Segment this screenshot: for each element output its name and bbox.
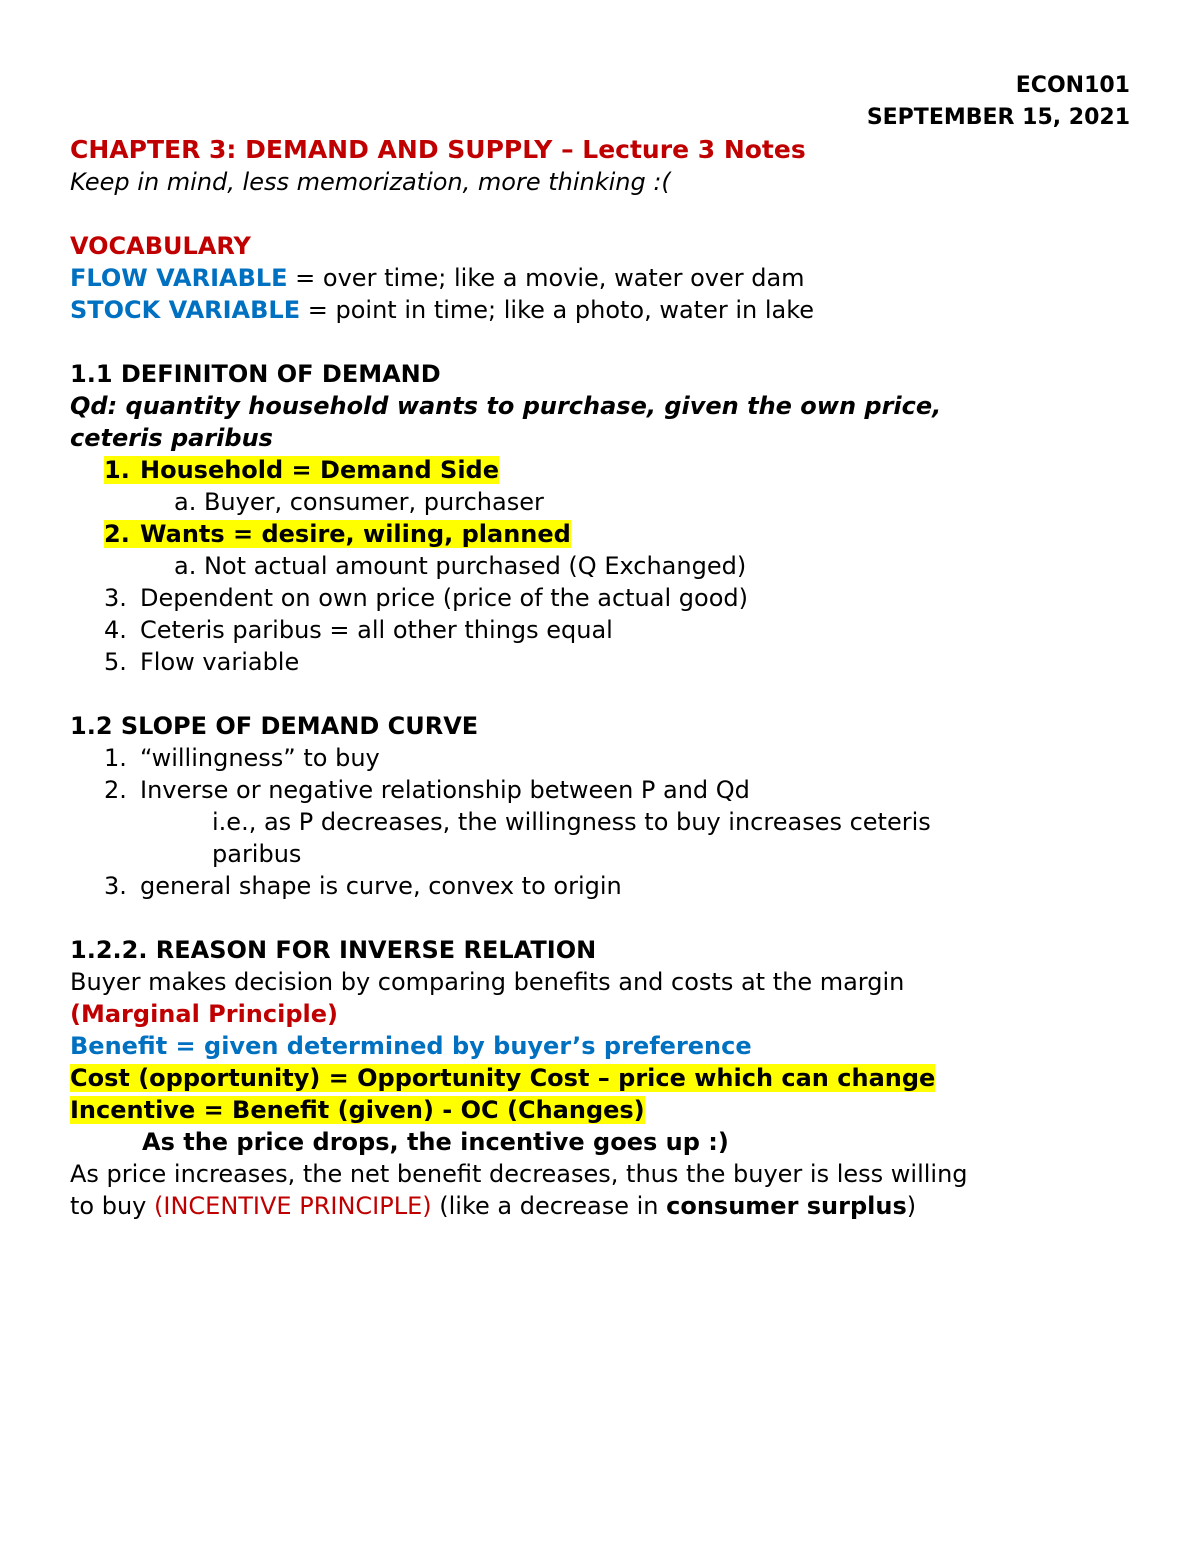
cost-line (70, 1062, 1130, 1094)
spacer (70, 198, 1130, 230)
demand-definition-line-1: Qd: quantity household wants to purchase, given the own price, (70, 392, 942, 420)
list-number: 2. (104, 520, 130, 548)
list-text: Flow variable (140, 648, 300, 676)
document-title: CHAPTER 3: DEMAND AND SUPPLY – Lecture 3 Notes (70, 135, 806, 164)
text-segment: ) (906, 1192, 917, 1220)
price-drop-line: As the price drops, the incentive goes up :) (142, 1128, 729, 1156)
incentive-principle: (INCENTIVE PRINCIPLE) (154, 1192, 432, 1220)
list-text: Household = Demand Side (140, 456, 500, 484)
list-number: 3. (104, 584, 127, 612)
note-line-2: paribus (212, 840, 302, 868)
demand-definition-line-2: ceteris paribus (70, 424, 273, 452)
list-text: “willingness” to buy (140, 744, 380, 772)
list-text: Ceteris paribus = all other things equal (140, 616, 613, 644)
list-number: 5. (104, 648, 127, 676)
list-number: 1. (104, 456, 130, 484)
incentive-line (70, 1094, 1130, 1126)
lecture-date: SEPTEMBER 15, 2021 (866, 105, 1130, 130)
incentive-text: Incentive = Benefit (given) - OC (Changes) (70, 1096, 645, 1124)
text-segment: (like a decrease in (431, 1192, 667, 1220)
price-increase-line-1: As price increases, the net benefit decreases, thus the buyer is less willing (70, 1160, 968, 1188)
list-item (70, 742, 1130, 774)
course-code: ECON101 (1015, 73, 1130, 98)
list-number: 3. (104, 872, 127, 900)
marginal-principle: (Marginal Principle) (70, 1000, 338, 1028)
list-number: 4. (104, 616, 127, 644)
text-segment: to buy (70, 1192, 154, 1220)
list-subitem: a. Buyer, consumer, purchaser (174, 488, 544, 516)
section-1-1-heading: 1.1 DEFINITON OF DEMAND (70, 360, 441, 388)
list-item (70, 774, 1130, 806)
list-text: Inverse or negative relationship between P and Qd (140, 776, 750, 804)
flow-variable-term: FLOW VARIABLE (70, 264, 288, 292)
spacer (70, 326, 1130, 358)
page-content (70, 70, 1130, 1222)
spacer (70, 902, 1130, 934)
list-item (70, 614, 1130, 646)
list-text: Dependent on own price (price of the actual good) (140, 584, 748, 612)
list-number: 2. (104, 776, 127, 804)
vocabulary-heading: VOCABULARY (70, 232, 251, 260)
list-item (70, 582, 1130, 614)
price-increase-line-2 (70, 1190, 1130, 1222)
list-item (70, 454, 1130, 486)
highlighted-item (104, 456, 499, 484)
consumer-surplus: consumer surplus (666, 1192, 907, 1220)
decision-text: Buyer makes decision by comparing benefits and costs at the margin (70, 968, 905, 996)
document-subtitle: Keep in mind, less memorization, more thinking :( (70, 168, 671, 196)
stock-variable-term: STOCK VARIABLE (70, 296, 301, 324)
highlighted-item (104, 520, 571, 548)
benefit-line: Benefit = given determined by buyer’s preference (70, 1032, 752, 1060)
section-1-2-2-heading: 1.2.2. REASON FOR INVERSE RELATION (70, 936, 597, 964)
flow-variable-text: = over time; like a movie, water over dam (287, 264, 805, 292)
stock-variable-definition (70, 294, 1130, 326)
list-subitem: a. Not actual amount purchased (Q Exchanged) (174, 552, 747, 580)
list-item (70, 646, 1130, 678)
list-text: Wants = desire, wiling, planned (140, 520, 571, 548)
list-number: 1. (104, 744, 127, 772)
list-item (70, 870, 1130, 902)
list-item (70, 518, 1130, 550)
list-text: general shape is curve, convex to origin (140, 872, 622, 900)
stock-variable-text: = point in time; like a photo, water in lake (300, 296, 815, 324)
section-1-2-heading: 1.2 SLOPE OF DEMAND CURVE (70, 712, 479, 740)
flow-variable-definition (70, 262, 1130, 294)
note-line-1: i.e., as P decreases, the willingness to buy increases ceteris (212, 808, 931, 836)
cost-text: Cost (opportunity) = Opportunity Cost – price which can change (70, 1064, 936, 1092)
spacer (70, 678, 1130, 710)
